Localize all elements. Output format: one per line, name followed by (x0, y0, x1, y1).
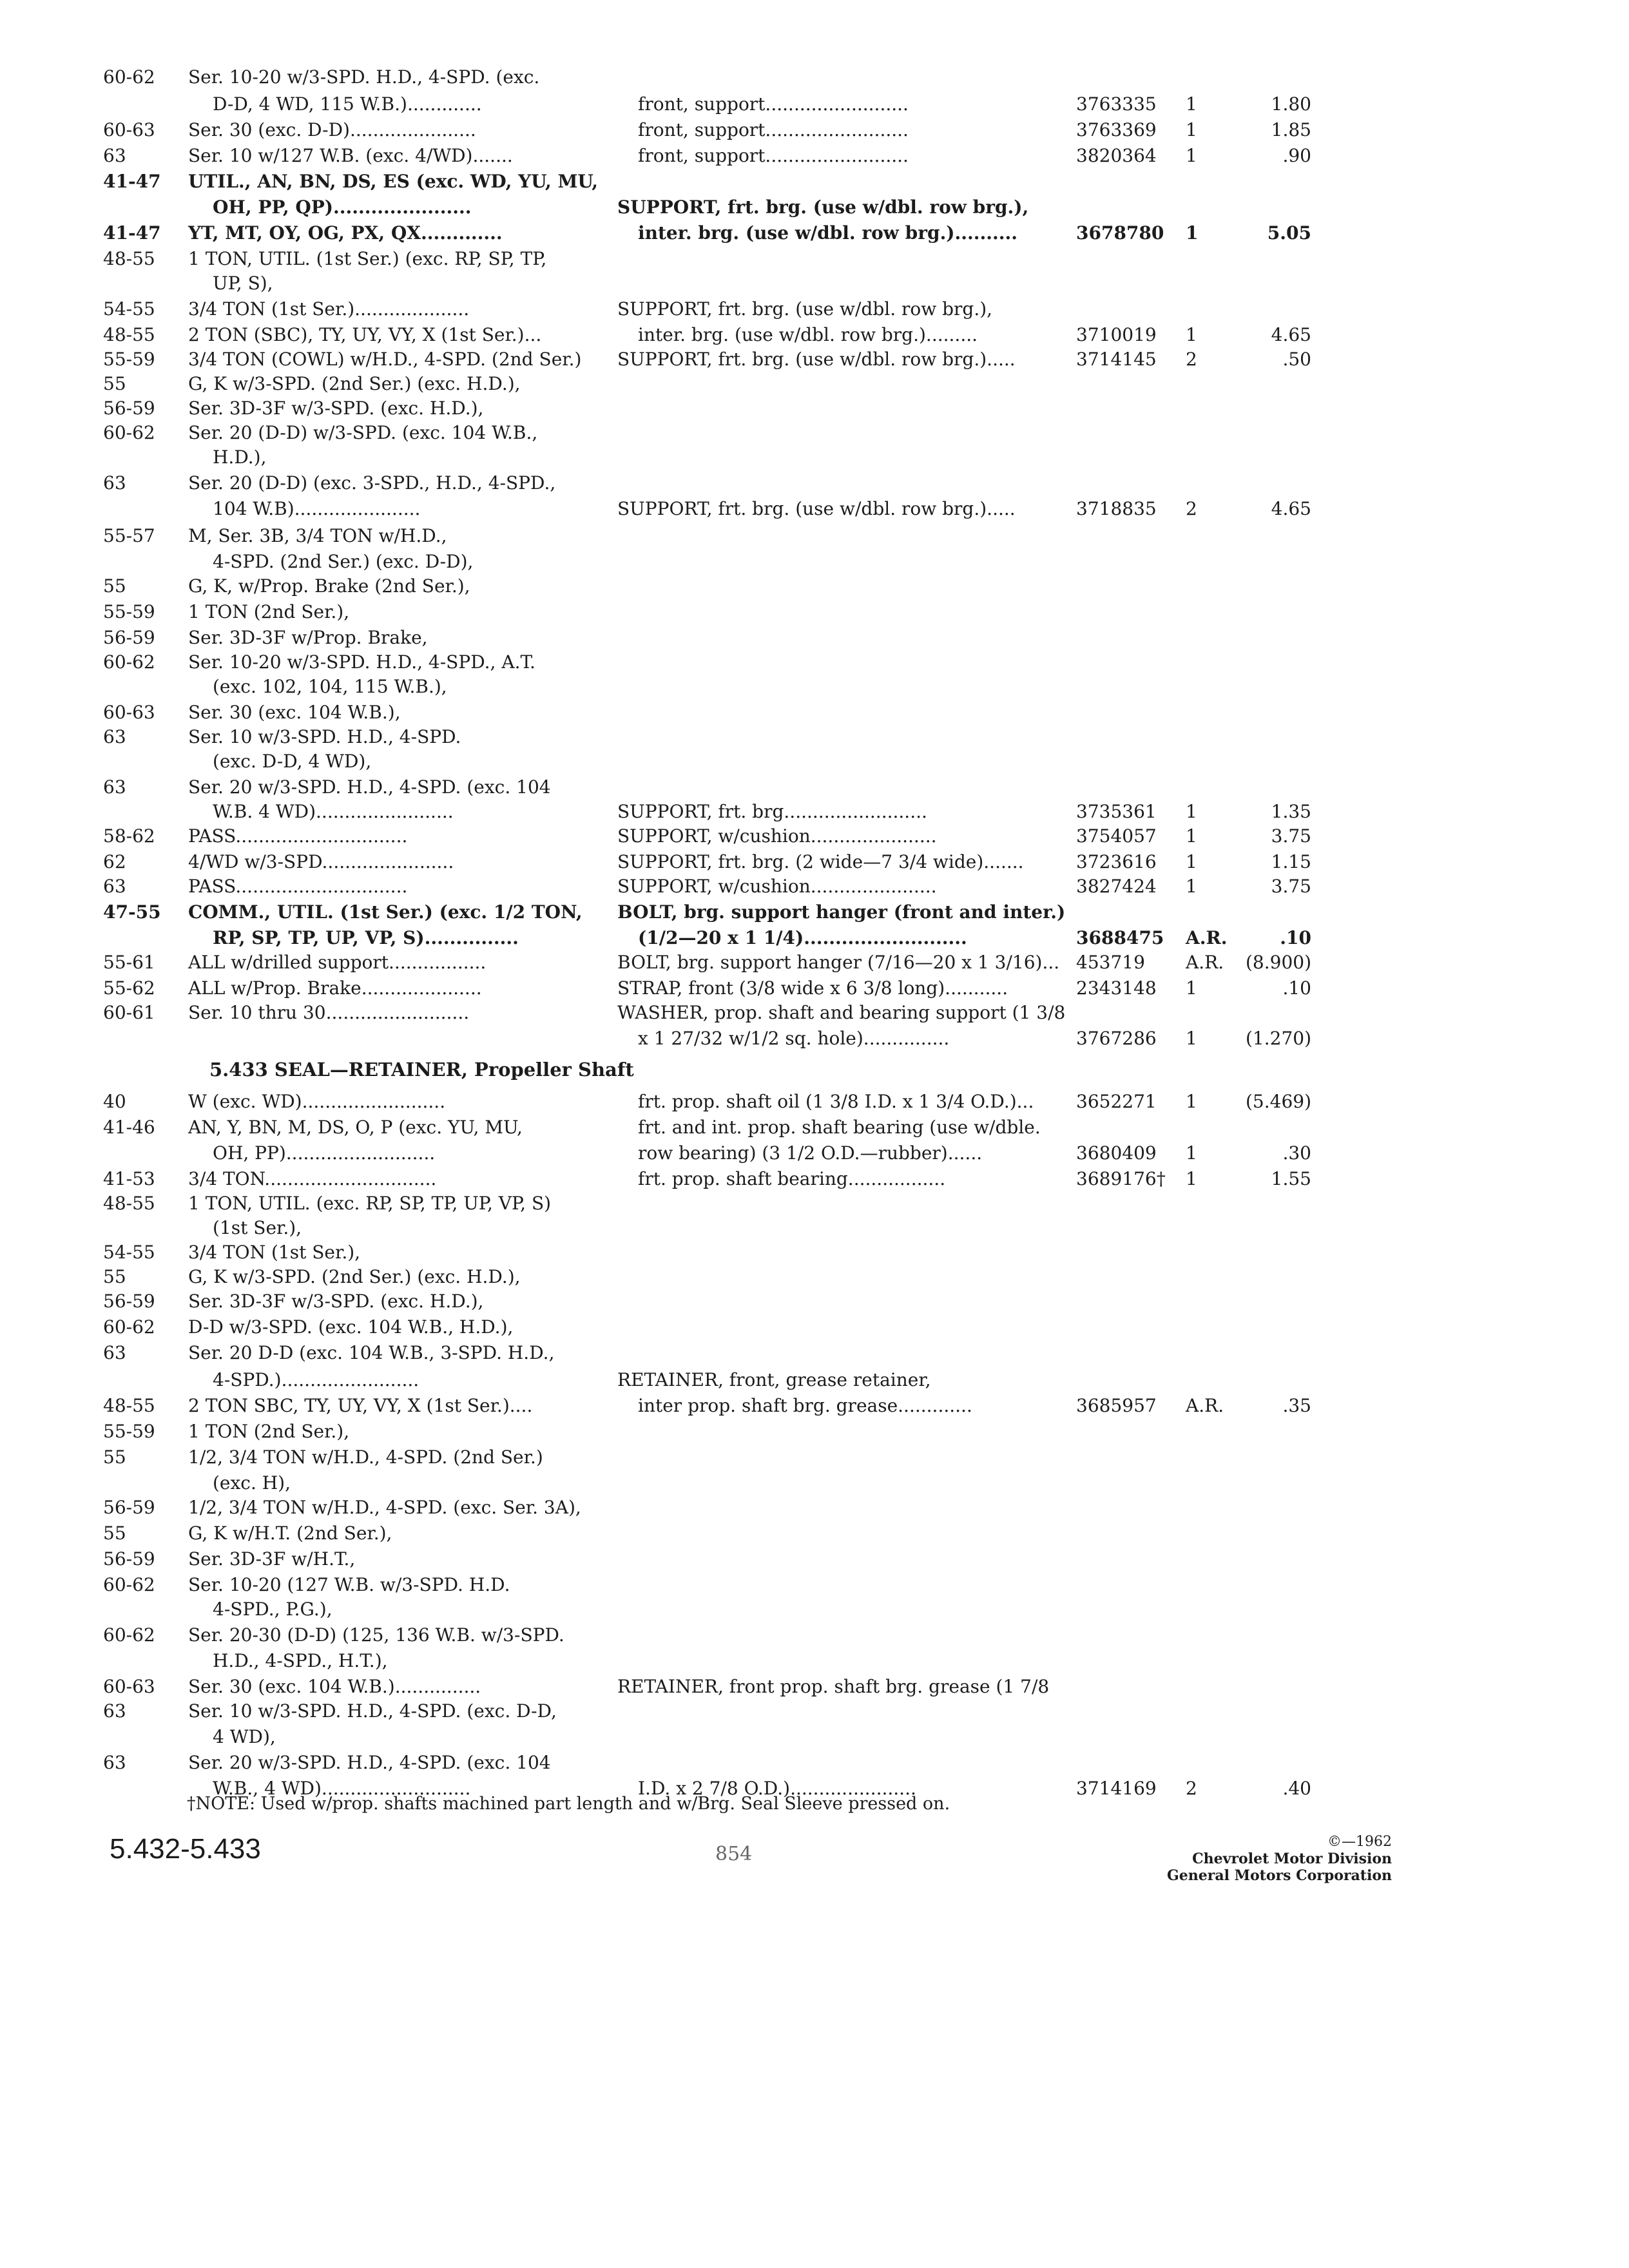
model-years: 60-62 (103, 1316, 155, 1338)
catalog-row (0, 1314, 1629, 1340)
application: 1 TON (2nd Ser.), (188, 601, 350, 622)
catalog-row (0, 1264, 1629, 1290)
catalog-row (0, 64, 1629, 90)
part-description: RETAINER, front prop. shaft brg. grease (1 7/8 (617, 1676, 1050, 1697)
catalog-row (0, 523, 1629, 549)
model-years: 56-59 (103, 398, 155, 419)
application: Ser. 30 (exc. 104 W.B.), (188, 702, 401, 723)
application: Ser. 3D-3F w/H.T., (188, 1548, 356, 1570)
catalog-row (0, 975, 1629, 1001)
application: COMM., UTIL. (1st Ser.) (exc. 1/2 TON, (188, 901, 583, 923)
catalog-row (0, 1000, 1629, 1026)
quantity: 1 (1186, 324, 1197, 345)
quantity: 1 (1186, 977, 1197, 999)
part-description: SUPPORT, frt. brg......................... (617, 801, 927, 822)
application: G, K w/3-SPD. (2nd Ser.) (exc. H.D.), (188, 373, 521, 394)
catalog-row (0, 371, 1629, 397)
model-years: 63 (103, 1700, 126, 1722)
part-number: 3767286 (1076, 1028, 1157, 1049)
quantity: 1 (1186, 145, 1197, 166)
application: Ser. 10 w/3-SPD. H.D., 4-SPD. (exc. D-D, (188, 1700, 557, 1722)
model-years: 48-55 (103, 1193, 155, 1214)
part-description: SUPPORT, frt. brg. (use w/dbl. row brg.)..... (617, 498, 1016, 519)
catalog-row (0, 347, 1629, 372)
quantity: 1 (1186, 876, 1197, 897)
part-description: SUPPORT, w/cushion...................... (617, 876, 937, 897)
part-description: (1/2—20 x 1 1/4).......................... (638, 927, 967, 948)
model-years: 60-62 (103, 66, 155, 88)
price: .50 (1282, 349, 1311, 370)
application: 4-SPD., P.G.), (213, 1599, 333, 1620)
application: H.D.), (213, 447, 267, 468)
model-years: 55 (103, 1446, 126, 1468)
application: Ser. 30 (exc. 104 W.B.)............... (188, 1676, 481, 1697)
catalog-row (0, 195, 1629, 220)
catalog-row (0, 322, 1629, 348)
price: (8.900) (1245, 952, 1311, 973)
model-years: 41-47 (103, 222, 161, 244)
quantity: 2 (1186, 498, 1197, 519)
application: ALL w/Prop. Brake..................... (188, 977, 482, 999)
quantity: 2 (1186, 349, 1197, 370)
catalog-row (0, 1393, 1629, 1419)
model-years: 60-62 (103, 1624, 155, 1646)
application: 3/4 TON (1st Ser.).................... (188, 298, 470, 320)
catalog-row (0, 724, 1629, 750)
application: 3/4 TON (COWL) w/H.D., 4-SPD. (2nd Ser.) (188, 349, 582, 370)
price: 4.65 (1271, 498, 1311, 519)
catalog-row (0, 1140, 1629, 1166)
model-years: 63 (103, 145, 126, 166)
part-description: WASHER, prop. shaft and bearing support (1 3/8 (617, 1002, 1066, 1023)
application: 4-SPD.)........................ (213, 1369, 419, 1390)
model-years: 41-46 (103, 1117, 155, 1138)
application: PASS.............................. (188, 825, 408, 847)
application: D-D w/3-SPD. (exc. 104 W.B., H.D.), (188, 1316, 514, 1338)
catalog-row (0, 1191, 1629, 1216)
application: Ser. 10 w/127 W.B. (exc. 4/WD)....... (188, 145, 513, 166)
part-description: inter prop. shaft brg. grease............. (638, 1395, 972, 1416)
application: G, K, w/Prop. Brake (2nd Ser.), (188, 575, 470, 597)
catalog-row (0, 246, 1629, 272)
part-description: RETAINER, front, grease retainer, (617, 1369, 931, 1390)
application: PASS.............................. (188, 876, 408, 897)
catalog-row (0, 1495, 1629, 1521)
application: W.B. 4 WD)........................ (213, 801, 454, 822)
part-number: 3652271 (1076, 1091, 1157, 1112)
model-years: 58-62 (103, 825, 155, 847)
catalog-row (0, 549, 1629, 575)
catalog-row (0, 899, 1629, 925)
catalog-row (0, 1445, 1629, 1470)
catalog-row (0, 1750, 1629, 1776)
part-description: frt. prop. shaft bearing................. (638, 1168, 946, 1189)
price: (1.270) (1245, 1028, 1311, 1049)
catalog-row (0, 1340, 1629, 1366)
application: 1 TON (2nd Ser.), (188, 1421, 350, 1442)
application: G, K w/3-SPD. (2nd Ser.) (exc. H.D.), (188, 1266, 521, 1287)
price: 1.55 (1271, 1168, 1311, 1189)
catalog-row (0, 1215, 1629, 1241)
price: 3.75 (1271, 876, 1311, 897)
catalog-row (0, 1572, 1629, 1598)
catalog-row (0, 1026, 1629, 1052)
catalog-row (0, 1089, 1629, 1115)
model-years: 48-55 (103, 1395, 155, 1416)
model-years: 60-62 (103, 1574, 155, 1595)
application: G, K w/H.T. (2nd Ser.), (188, 1523, 392, 1544)
catalog-row (0, 1166, 1629, 1192)
application: 4 WD), (213, 1726, 276, 1747)
application: OH, PP, QP)...................... (213, 197, 472, 218)
application: Ser. 20 D-D (exc. 104 W.B., 3-SPD. H.D., (188, 1342, 555, 1363)
catalog-row (0, 1115, 1629, 1140)
application: OH, PP).......................... (213, 1142, 436, 1164)
application: Ser. 20 w/3-SPD. H.D., 4-SPD. (exc. 104 (188, 1752, 551, 1773)
catalog-row (0, 1546, 1629, 1572)
catalog-row (0, 599, 1629, 625)
model-years: 60-63 (103, 1676, 155, 1697)
application: 1/2, 3/4 TON w/H.D., 4-SPD. (exc. Ser. 3A), (188, 1497, 581, 1518)
part-number: 3689176† (1076, 1168, 1166, 1189)
quantity: 1 (1186, 222, 1199, 244)
part-number: 3678780 (1076, 222, 1164, 244)
model-years: 55-62 (103, 977, 155, 999)
application: YT, MT, OY, OG, PX, QX............. (188, 222, 503, 244)
quantity: 1 (1186, 1142, 1197, 1164)
part-description: front, support......................... (638, 93, 909, 115)
part-number: 3820364 (1076, 145, 1157, 166)
part-description: SUPPORT, frt. brg. (use w/dbl. row brg.), (617, 197, 1029, 218)
model-years: 56-59 (103, 1548, 155, 1570)
price: 5.05 (1267, 222, 1311, 244)
catalog-row (0, 496, 1629, 522)
application: UTIL., AN, BN, DS, ES (exc. WD, YU, MU, (188, 171, 599, 192)
application: 3/4 TON (1st Ser.), (188, 1242, 361, 1263)
application: Ser. 3D-3F w/Prop. Brake, (188, 627, 428, 648)
application: Ser. 10-20 w/3-SPD. H.D., 4-SPD. (exc. (188, 66, 540, 88)
part-number: 453719 (1076, 952, 1145, 973)
catalog-row (0, 1419, 1629, 1445)
catalog-row (0, 823, 1629, 849)
application: 3/4 TON.............................. (188, 1168, 437, 1189)
model-years: 55-59 (103, 601, 155, 622)
model-years: 55 (103, 1523, 126, 1544)
part-number: 3763369 (1076, 119, 1157, 140)
application: Ser. 10 thru 30......................... (188, 1002, 470, 1023)
catalog-row (0, 1521, 1629, 1546)
application: W.B., 4 WD).......................... (213, 1778, 471, 1799)
part-number: 2343148 (1076, 977, 1157, 999)
price: .90 (1282, 145, 1311, 166)
part-number: 3714145 (1076, 349, 1157, 370)
model-years: 41-47 (103, 171, 161, 192)
part-description: front, support......................... (638, 119, 909, 140)
catalog-row (0, 1622, 1629, 1648)
price: .10 (1282, 977, 1311, 999)
model-years: 63 (103, 776, 126, 798)
model-years: 54-55 (103, 1242, 155, 1263)
part-number: 3710019 (1076, 324, 1157, 345)
part-number: 3714169 (1076, 1778, 1157, 1799)
part-number: 3735361 (1076, 801, 1157, 822)
price: 1.85 (1271, 119, 1311, 140)
part-number: 3827424 (1076, 876, 1157, 897)
model-years: 55-61 (103, 952, 155, 973)
quantity: A.R. (1186, 1395, 1224, 1416)
catalog-row (0, 1724, 1629, 1750)
application: (1st Ser.), (213, 1217, 302, 1238)
part-description: SUPPORT, frt. brg. (use w/dbl. row brg.)..... (617, 349, 1016, 370)
footnote: †NOTE: Used w/prop. shafts machined part length and w/Brg. Seal Sleeve pressed on. (187, 1794, 950, 1814)
model-years: 63 (103, 472, 126, 494)
application: Ser. 10 w/3-SPD. H.D., 4-SPD. (188, 726, 461, 747)
price: 1.80 (1271, 93, 1311, 115)
catalog-row (0, 749, 1629, 774)
price: 1.35 (1271, 801, 1311, 822)
part-description: SUPPORT, frt. brg. (use w/dbl. row brg.), (617, 298, 993, 320)
part-number: 3723616 (1076, 851, 1157, 872)
quantity: 1 (1186, 93, 1197, 115)
model-years: 60-62 (103, 651, 155, 673)
part-description: inter. brg. (use w/dbl. row brg.)......... (638, 324, 978, 345)
catalog-row (0, 849, 1629, 875)
price: .30 (1282, 1142, 1311, 1164)
model-years: 60-61 (103, 1002, 155, 1023)
application: (exc. 102, 104, 115 W.B.), (213, 676, 447, 697)
model-years: 40 (103, 1091, 126, 1112)
part-description: x 1 27/32 w/1/2 sq. hole)............... (638, 1028, 950, 1049)
model-years: 56-59 (103, 627, 155, 648)
catalog-row (0, 445, 1629, 470)
model-years: 55-59 (103, 349, 155, 370)
catalog-row (0, 874, 1629, 899)
model-years: 63 (103, 726, 126, 747)
application: Ser. 10-20 w/3-SPD. H.D., 4-SPD., A.T. (188, 651, 535, 673)
part-number: 3680409 (1076, 1142, 1157, 1164)
copyright-block (1108, 1834, 1392, 1884)
part-description: inter. brg. (use w/dbl. row brg.).......... (638, 222, 1018, 244)
catalog-row (0, 799, 1629, 825)
catalog-row (0, 396, 1629, 421)
application: 1 TON, UTIL. (exc. RP, SP, TP, UP, VP, S) (188, 1193, 552, 1214)
model-years: 55 (103, 575, 126, 597)
catalog-row (0, 950, 1629, 975)
quantity: 1 (1186, 119, 1197, 140)
part-number: 3685957 (1076, 1395, 1157, 1416)
catalog-row (0, 220, 1629, 246)
part-description: BOLT, brg. support hanger (7/16—20 x 1 3/16)... (617, 952, 1060, 973)
catalog-row (0, 271, 1629, 296)
model-years: 55-59 (103, 1421, 155, 1442)
part-description: frt. prop. shaft oil (1 3/8 I.D. x 1 3/4 O.D.)... (638, 1091, 1034, 1112)
catalog-row (0, 674, 1629, 700)
price: (5.469) (1245, 1091, 1311, 1112)
quantity: 1 (1186, 825, 1197, 847)
part-description: STRAP, front (3/8 wide x 6 3/8 long)........... (617, 977, 1008, 999)
quantity: 1 (1186, 851, 1197, 872)
part-number: 3688475 (1076, 927, 1164, 948)
quantity: 1 (1186, 1028, 1197, 1049)
application: M, Ser. 3B, 3/4 TON w/H.D., (188, 525, 447, 546)
catalog-row (0, 1470, 1629, 1496)
catalog-row (0, 296, 1629, 322)
catalog-row (0, 143, 1629, 169)
application: AN, Y, BN, M, DS, O, P (exc. YU, MU, (188, 1117, 523, 1138)
application: 1/2, 3/4 TON w/H.D., 4-SPD. (2nd Ser.) (188, 1446, 543, 1468)
model-years: 56-59 (103, 1291, 155, 1312)
catalog-row (0, 169, 1629, 195)
corporation-name: General Motors Corporation (1166, 1867, 1392, 1884)
application: 104 W.B)...................... (213, 498, 421, 519)
part-number: 3718835 (1076, 498, 1157, 519)
quantity: 1 (1186, 801, 1197, 822)
part-description: frt. and int. prop. shaft bearing (use w/dble. (638, 1117, 1041, 1138)
price: .35 (1282, 1395, 1311, 1416)
catalog-row (0, 625, 1629, 651)
model-years: 56-59 (103, 1497, 155, 1518)
model-years: 48-55 (103, 324, 155, 345)
catalog-row (0, 1367, 1629, 1393)
catalog-row (0, 1289, 1629, 1314)
quantity: 2 (1186, 1778, 1197, 1799)
model-years: 60-63 (103, 702, 155, 723)
application: 2 TON (SBC), TY, UY, VY, X (1st Ser.)... (188, 324, 542, 345)
model-years: 41-53 (103, 1168, 155, 1189)
model-years: 63 (103, 876, 126, 897)
quantity: A.R. (1186, 952, 1224, 973)
application: ALL w/drilled support................. (188, 952, 487, 973)
application: 4-SPD. (2nd Ser.) (exc. D-D), (213, 551, 474, 572)
application: 1 TON, UTIL. (1st Ser.) (exc. RP, SP, TP, (188, 248, 547, 269)
application: Ser. 20 (D-D) w/3-SPD. (exc. 104 W.B., (188, 422, 538, 443)
application: Ser. 10-20 (127 W.B. w/3-SPD. H.D. (188, 1574, 510, 1595)
catalog-row (0, 700, 1629, 726)
part-description: row bearing) (3 1/2 O.D.—rubber)...... (638, 1142, 983, 1164)
application: (exc. D-D, 4 WD), (213, 751, 372, 772)
page-code: 5.432-5.433 (110, 1833, 261, 1865)
catalog-row (0, 420, 1629, 446)
catalog-row (0, 1240, 1629, 1265)
model-years: 55 (103, 373, 126, 394)
section-title: 5.433 SEAL—RETAINER, Propeller Shaft (209, 1059, 634, 1081)
model-years: 63 (103, 1342, 126, 1363)
catalog-row (0, 1698, 1629, 1724)
application: RP, SP, TP, UP, VP, S)............... (213, 927, 519, 948)
part-description: SUPPORT, frt. brg. (2 wide—7 3/4 wide)....... (617, 851, 1024, 872)
catalog-row (0, 91, 1629, 117)
quantity: 1 (1186, 1168, 1197, 1189)
application: D-D, 4 WD, 115 W.B.)............. (213, 93, 482, 115)
model-years: 63 (103, 1752, 126, 1773)
application: Ser. 30 (exc. D-D)...................... (188, 119, 476, 140)
catalog-row (0, 649, 1629, 675)
model-years: 47-55 (103, 901, 161, 923)
application: Ser. 20-30 (D-D) (125, 136 W.B. w/3-SPD. (188, 1624, 564, 1646)
catalog-row (0, 1648, 1629, 1674)
price: 4.65 (1271, 324, 1311, 345)
application: (exc. H), (213, 1472, 291, 1494)
copyright-year: ©—1962 (1327, 1834, 1392, 1850)
application: UP, S), (213, 273, 273, 294)
part-description: I.D. x 2 7/8 O.D.)...................... (638, 1778, 916, 1799)
price: 1.15 (1271, 851, 1311, 872)
catalog-row (0, 117, 1629, 143)
quantity: 1 (1186, 1091, 1197, 1112)
quantity: A.R. (1186, 927, 1228, 948)
catalog-row (0, 573, 1629, 599)
model-years: 48-55 (103, 248, 155, 269)
model-years: 55 (103, 1266, 126, 1287)
price: .40 (1282, 1778, 1311, 1799)
part-description: BOLT, brg. support hanger (front and inter.) (617, 901, 1066, 923)
application: H.D., 4-SPD., H.T.), (213, 1650, 388, 1671)
part-number: 3754057 (1076, 825, 1157, 847)
application: W (exc. WD)......................... (188, 1091, 446, 1112)
model-years: 54-55 (103, 298, 155, 320)
catalog-row (0, 1674, 1629, 1700)
price: 3.75 (1271, 825, 1311, 847)
application: Ser. 3D-3F w/3-SPD. (exc. H.D.), (188, 398, 484, 419)
application: Ser. 20 (D-D) (exc. 3-SPD., H.D., 4-SPD., (188, 472, 556, 494)
page-number: 854 (715, 1843, 753, 1865)
division-name: Chevrolet Motor Division (1192, 1850, 1392, 1867)
model-years: 60-63 (103, 119, 155, 140)
application: 4/WD w/3-SPD....................... (188, 851, 454, 872)
catalog-row (0, 1597, 1629, 1622)
catalog-row (0, 470, 1629, 496)
part-description: front, support......................... (638, 145, 909, 166)
part-number: 3763335 (1076, 93, 1157, 115)
application: Ser. 3D-3F w/3-SPD. (exc. H.D.), (188, 1291, 484, 1312)
part-description: SUPPORT, w/cushion...................... (617, 825, 937, 847)
catalog-row (0, 925, 1629, 951)
model-years: 55-57 (103, 525, 155, 546)
application: Ser. 20 w/3-SPD. H.D., 4-SPD. (exc. 104 (188, 776, 551, 798)
model-years: 62 (103, 851, 126, 872)
price: .10 (1280, 927, 1311, 948)
catalog-row (0, 774, 1629, 800)
model-years: 60-62 (103, 422, 155, 443)
application: 2 TON SBC, TY, UY, VY, X (1st Ser.).... (188, 1395, 533, 1416)
